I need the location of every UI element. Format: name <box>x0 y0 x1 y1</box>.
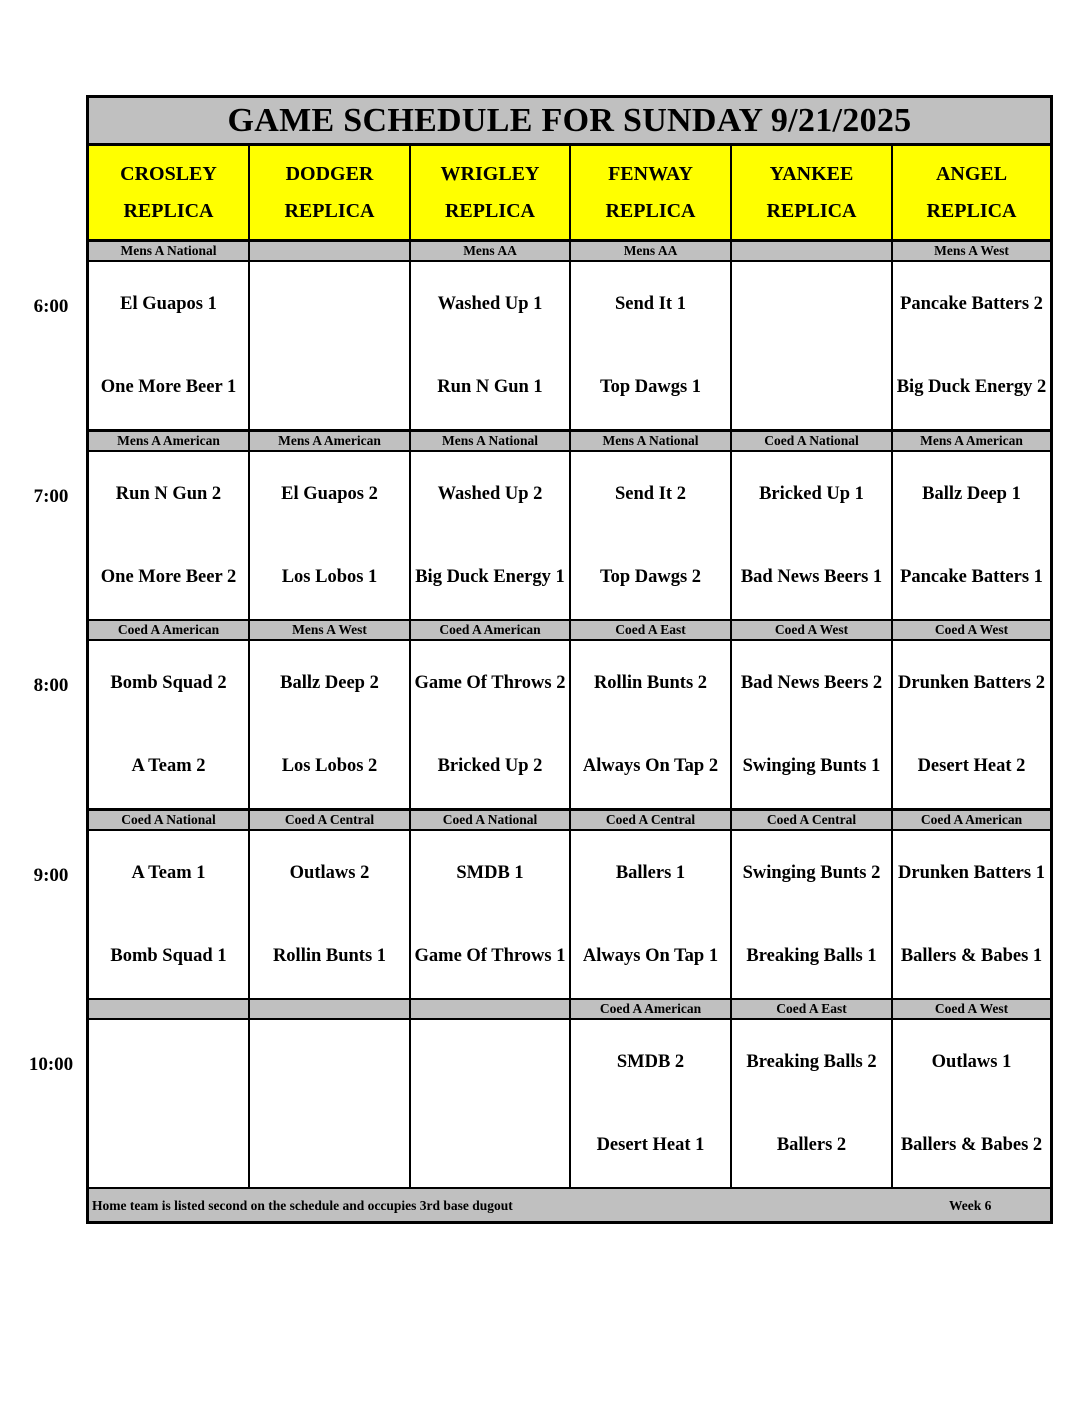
game-cell <box>250 452 411 622</box>
game-cell <box>89 452 250 622</box>
home-team: Always On Tap 1 <box>582 946 719 966</box>
away-team <box>250 1032 409 1092</box>
game-cell <box>893 1020 1050 1190</box>
time-slot-label: 8:00 <box>33 675 69 696</box>
field-type: REPLICA <box>123 199 214 222</box>
away-team: Outlaws 2 <box>289 863 370 883</box>
away-team: Send It 2 <box>615 484 686 504</box>
game-cell <box>893 262 1050 432</box>
home-team: Desert Heat 1 <box>596 1135 705 1155</box>
field-type: REPLICA <box>444 199 535 222</box>
home-team: Pancake Batters 1 <box>900 567 1043 587</box>
away-team: SMDB 2 <box>616 1052 685 1072</box>
game-cell <box>732 262 893 432</box>
home-team: Game Of Throws 1 <box>414 946 566 966</box>
home-team: Top Dawgs 2 <box>599 567 702 587</box>
field-type: REPLICA <box>926 199 1017 222</box>
game-cell <box>893 452 1050 622</box>
away-team: Ballers 1 <box>615 863 686 883</box>
home-team <box>250 1115 409 1175</box>
home-team: Big Duck Energy 2 <box>896 377 1047 397</box>
home-team: Bomb Squad 1 <box>110 946 227 966</box>
division-label: Coed A Central <box>571 811 732 831</box>
home-team <box>89 1115 248 1175</box>
away-team <box>250 274 409 334</box>
field-name: CROSLEY <box>120 162 217 185</box>
home-team: Bad News Beers 1 <box>740 567 883 587</box>
away-team: Swinging Bunts 2 <box>742 863 881 883</box>
away-team <box>89 1032 248 1092</box>
field-name: WRIGLEY <box>440 162 540 185</box>
game-cell <box>411 831 571 1001</box>
home-team <box>411 1115 569 1175</box>
game-cell <box>250 641 411 811</box>
away-team: Bomb Squad 2 <box>110 673 227 693</box>
division-label: Coed A Central <box>732 811 893 831</box>
home-team <box>732 357 891 417</box>
away-team: Run N Gun 2 <box>115 484 222 504</box>
game-cell <box>732 831 893 1001</box>
game-cell <box>411 452 571 622</box>
division-label: Coed A National <box>89 811 250 831</box>
game-cell <box>411 641 571 811</box>
schedule-table <box>86 95 1053 1224</box>
division-label: Mens A National <box>89 242 250 262</box>
time-slot-label: 9:00 <box>33 865 69 886</box>
division-label: Mens A West <box>893 242 1050 262</box>
home-team: Rollin Bunts 1 <box>272 946 387 966</box>
away-team: Send It 1 <box>615 294 686 314</box>
game-cell <box>893 831 1050 1001</box>
division-label: Mens A West <box>250 621 411 641</box>
game-cell <box>411 262 571 432</box>
home-team: Top Dawgs 1 <box>599 377 702 397</box>
game-cell <box>250 1020 411 1190</box>
away-team: A Team 1 <box>131 863 206 883</box>
field-name: ANGEL <box>935 162 1008 185</box>
division-label: Mens AA <box>571 242 732 262</box>
field-name: YANKEE <box>769 162 854 185</box>
home-team: Always On Tap 2 <box>582 756 719 776</box>
game-cell <box>571 452 732 622</box>
game-cell <box>89 1020 250 1190</box>
field-type: REPLICA <box>284 199 375 222</box>
home-team: Breaking Balls 1 <box>746 946 877 966</box>
away-team: El Guapos 2 <box>281 484 378 504</box>
field-name: DODGER <box>285 162 374 185</box>
field-type: REPLICA <box>605 199 696 222</box>
away-team: Breaking Balls 2 <box>746 1052 877 1072</box>
away-team: Bad News Beers 2 <box>740 673 883 693</box>
home-team: Ballers & Babes 1 <box>900 946 1043 966</box>
away-team: Game Of Throws 2 <box>414 673 566 693</box>
home-team: Ballers & Babes 2 <box>900 1135 1043 1155</box>
home-team: One More Beer 1 <box>100 377 237 397</box>
division-label <box>411 1000 571 1020</box>
division-label: Mens A American <box>89 432 250 452</box>
away-team: SMDB 1 <box>456 863 524 883</box>
away-team: Washed Up 2 <box>437 484 543 504</box>
away-team: Bricked Up 1 <box>759 484 864 504</box>
away-team: Drunken Batters 1 <box>898 863 1045 883</box>
division-label: Coed A West <box>893 1000 1050 1020</box>
division-label: Coed A West <box>732 621 893 641</box>
time-slot-label: 6:00 <box>33 296 69 317</box>
game-cell <box>571 831 732 1001</box>
away-team: Ballz Deep 2 <box>280 673 379 693</box>
home-team: A Team 2 <box>131 756 206 776</box>
field-header <box>250 146 411 242</box>
away-team: Drunken Batters 2 <box>898 673 1045 693</box>
home-team <box>250 357 409 417</box>
home-team: Los Lobos 2 <box>281 756 378 776</box>
division-label: Mens A National <box>571 432 732 452</box>
time-slot-label: 7:00 <box>33 486 69 507</box>
division-label: Coed A Central <box>250 811 411 831</box>
game-cell <box>250 831 411 1001</box>
week-label: Week 6 <box>949 1198 992 1213</box>
division-label: Coed A American <box>571 1000 732 1020</box>
home-team: Ballers 2 <box>776 1135 847 1155</box>
game-cell <box>893 641 1050 811</box>
home-team: Los Lobos 1 <box>281 567 378 587</box>
home-team: Swinging Bunts 1 <box>742 756 881 776</box>
division-label: Coed A National <box>732 432 893 452</box>
home-team: Big Duck Energy 1 <box>415 567 565 587</box>
away-team: El Guapos 1 <box>120 294 217 314</box>
field-header <box>893 146 1050 242</box>
game-cell <box>732 1020 893 1190</box>
game-cell <box>732 641 893 811</box>
field-name: FENWAY <box>608 162 693 185</box>
game-cell <box>571 1020 732 1190</box>
game-cell <box>571 641 732 811</box>
field-header <box>411 146 571 242</box>
game-cell <box>89 641 250 811</box>
division-label <box>732 242 893 262</box>
game-cell <box>250 262 411 432</box>
game-cell <box>732 452 893 622</box>
home-team: One More Beer 2 <box>100 567 237 587</box>
field-type: REPLICA <box>766 199 857 222</box>
field-header <box>732 146 893 242</box>
home-team: Bricked Up 2 <box>437 756 543 776</box>
away-team <box>732 274 891 334</box>
division-label: Coed A American <box>893 811 1050 831</box>
schedule-title: GAME SCHEDULE FOR SUNDAY 9/21/2025 <box>89 98 1050 146</box>
game-cell <box>571 262 732 432</box>
division-label: Coed A American <box>411 621 571 641</box>
home-team-note: Home team is listed second on the schedule and occupies 3rd base dugout <box>92 1198 513 1213</box>
away-team: Rollin Bunts 2 <box>593 673 708 693</box>
division-label <box>89 1000 250 1020</box>
game-cell <box>89 831 250 1001</box>
division-label: Coed A East <box>571 621 732 641</box>
game-cell <box>411 1020 571 1190</box>
away-team: Ballz Deep 1 <box>922 484 1021 504</box>
home-team: Desert Heat 2 <box>917 756 1026 776</box>
time-slot-label: 10:00 <box>28 1054 74 1075</box>
division-label: Coed A American <box>89 621 250 641</box>
footer-bar <box>89 1189 1050 1221</box>
away-team: Washed Up 1 <box>437 294 543 314</box>
game-cell <box>89 262 250 432</box>
division-label <box>250 1000 411 1020</box>
division-label: Coed A East <box>732 1000 893 1020</box>
division-label: Mens A American <box>250 432 411 452</box>
field-header <box>89 146 250 242</box>
division-label: Mens A National <box>411 432 571 452</box>
home-team: Run N Gun 1 <box>437 377 543 397</box>
division-label <box>250 242 411 262</box>
away-team: Outlaws 1 <box>931 1052 1012 1072</box>
field-header <box>571 146 732 242</box>
division-label: Coed A West <box>893 621 1050 641</box>
division-label: Mens A American <box>893 432 1050 452</box>
away-team <box>411 1032 569 1092</box>
division-label: Mens AA <box>411 242 571 262</box>
division-label: Coed A National <box>411 811 571 831</box>
away-team: Pancake Batters 2 <box>900 294 1043 314</box>
